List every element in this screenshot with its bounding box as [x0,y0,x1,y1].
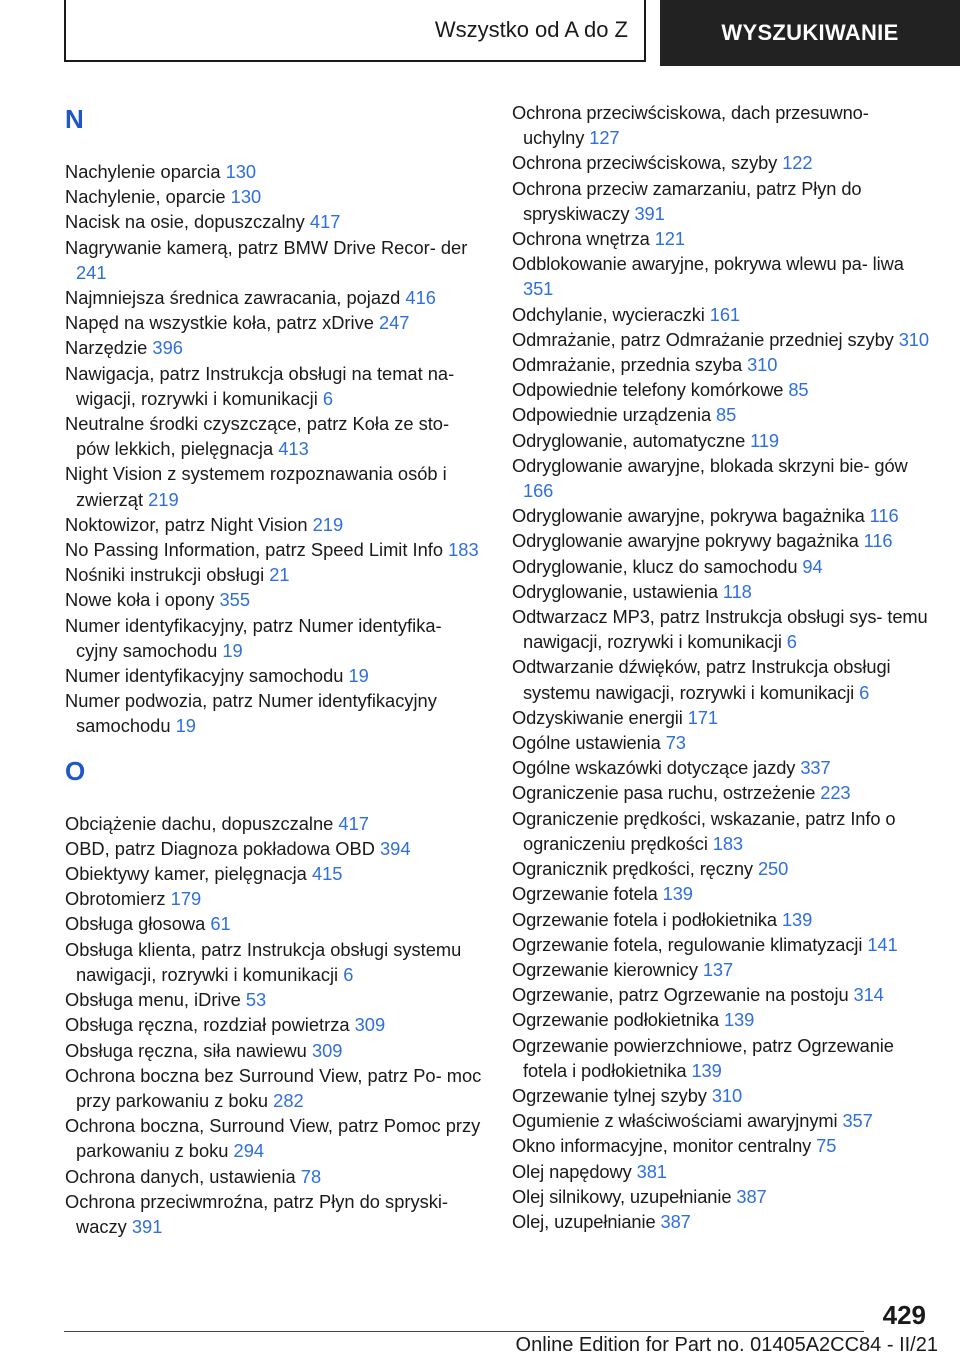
index-entry [512,377,932,402]
index-entry [512,705,932,730]
index-entry [512,907,932,932]
page-reference-link[interactable]: 310 [898,328,929,350]
page-reference-link[interactable]: 94 [802,555,823,577]
page-reference-link[interactable]: 219 [148,488,179,510]
page-reference-link[interactable]: 314 [853,984,884,1006]
page-reference-link[interactable]: 391 [131,1215,163,1237]
tab-search[interactable]: WYSZUKIWANIE [660,0,960,66]
index-entry-term: Nachylenie, oparcie [65,186,226,208]
index-entry-term: Ogólne ustawienia [512,732,661,754]
index-entry [512,604,932,654]
index-entry [65,1063,485,1113]
page-reference-link[interactable]: 310 [747,354,778,376]
index-entry [512,554,932,579]
index-entry-term: Obsługa głosowa [65,913,206,935]
index-entry [512,579,932,604]
index-entry-term: Najmniejsza średnica zawracania, pojazd [65,287,401,309]
index-entry-term: Ograniczenie pasa ruchu, ostrzeżenie [512,782,816,804]
page-reference-link[interactable]: 139 [723,1009,755,1031]
index-entry-term: Olej, uzupełnianie [512,1210,656,1232]
page-reference-link[interactable]: 6 [322,387,334,409]
index-entry-term: Numer podwozia, patrz Numer identyfikacyjny samochodu [65,690,437,737]
page-reference-link[interactable]: 166 [523,480,554,502]
index-entry [512,503,932,528]
index-entry [65,512,485,537]
index-entry [65,562,485,587]
page-reference-link[interactable]: 130 [225,161,257,182]
index-entry [512,251,932,301]
page-reference-link[interactable]: 241 [76,261,107,283]
index-entry [65,1038,485,1063]
index-entry [512,100,932,150]
index-entry [65,361,485,411]
index-entry [65,836,485,861]
index-entry [65,1164,485,1189]
index-entry [512,402,932,427]
page-number: 429 [882,1300,926,1330]
index-entry [65,335,485,360]
page-reference-link[interactable]: 53 [245,989,267,1011]
page-reference-link[interactable]: 127 [589,127,620,149]
index-entry [512,226,932,251]
index-entry [512,730,932,755]
index-entry-term: Ogrzewanie podłokietnika [512,1009,719,1031]
page-reference-link[interactable]: 391 [634,202,665,224]
page-reference-link[interactable]: 61 [210,913,231,935]
index-entry-term: Obsługa ręczna, rozdział powietrza [65,1014,350,1036]
page-reference-link[interactable]: 250 [757,858,789,880]
page-reference-link[interactable]: 121 [654,228,685,250]
index-entry-term: Obiektywy kamer, pielęgnacja [65,863,307,885]
index-entry-term: Ochrona wnętrza [512,228,650,250]
page-reference-link[interactable]: 171 [687,706,718,728]
tab-all-a-to-z[interactable]: Wszystko od A do Z [64,0,646,62]
index-entry-term: Nowe koła i opony [65,589,215,611]
index-entry-term: Odryglowanie, automatyczne [512,429,746,451]
index-entry [65,1012,485,1037]
page-reference-link[interactable]: 137 [702,958,734,980]
index-entry [65,461,485,511]
page-reference-link[interactable]: 85 [716,404,737,426]
page-reference-link[interactable]: 413 [278,438,309,460]
index-entry [512,1033,932,1083]
index-entry [512,176,932,226]
index-entry [65,937,485,987]
page-reference-link[interactable]: 183 [712,832,743,854]
index-entry [65,811,485,836]
index-entry [512,755,932,780]
page-reference-link[interactable]: 85 [788,379,809,401]
index-entry-term: Odzyskiwanie energii [512,706,683,728]
page-reference-link[interactable]: 122 [782,152,813,174]
index-entry-term: Ochrona przeciwściskowa, szyby [512,152,778,174]
index-entry [512,1108,932,1133]
page-reference-link[interactable]: 161 [709,303,740,325]
index-entry [65,537,485,562]
index-entry [512,1209,932,1234]
index-entry-term: Ogrzewanie, patrz Ogrzewanie na postoju [512,984,849,1006]
index-entry [65,688,485,738]
page-reference-link[interactable]: 75 [816,1135,837,1157]
page-reference-link[interactable]: 282 [273,1089,304,1111]
index-entry [65,1189,485,1239]
index-entry [65,310,485,335]
page-reference-link[interactable]: 116 [869,505,899,527]
index-entry-term: Numer identyfikacyjny samochodu [65,665,344,687]
page-reference-link[interactable]: 19 [175,715,196,737]
page-reference-link[interactable]: 396 [152,337,183,359]
index-entry-term: Ochrona przeciwściskowa, dach przesuwno‐ uchylny [512,102,869,149]
index-entry-term: Ograniczenie prędkości, wskazanie, patrz Info o ograniczeniu prędkości [512,807,896,854]
index-entry-term: Nawigacja, patrz Instrukcja obsługi na temat na‐ wigacji, rozrywki i komunikacji [65,362,455,409]
index-entry-term: Obsługa menu, iDrive [65,989,241,1011]
index-entry [512,806,932,856]
page-reference-link[interactable]: 6 [859,681,870,703]
index-entry-term: Ogrzewanie fotela i podłokietnika [512,908,777,930]
index-entry-term: Obsługa klienta, patrz Instrukcja obsługi systemu nawigacji, rozrywki i komunikacji [65,938,462,985]
index-entry [512,957,932,982]
page-reference-link[interactable]: 116 [863,530,893,552]
page-reference-link[interactable]: 337 [800,757,831,779]
index-entry-term: Ogumienie z właściwościami awaryjnymi [512,1110,838,1132]
index-entry [512,1007,932,1032]
page-reference-link[interactable]: 6 [343,963,354,985]
page-reference-link[interactable]: 139 [691,1059,722,1081]
page-reference-link[interactable]: 247 [378,312,410,334]
index-entry [65,411,485,461]
index-entry-term: Odtwarzacz MP3, patrz Instrukcja obsługi sys‐ temu nawigacji, rozrywki i komunikacji [512,606,928,653]
index-entry [512,352,932,377]
index-entry [512,453,932,503]
page-reference-link[interactable]: 73 [665,732,686,754]
index-entry-term: Ochrona boczna, Surround View, patrz Pomoc przy parkowaniu z boku [65,1115,481,1162]
index-entry [65,861,485,886]
index-entry-term: Olej napędowy [512,1160,632,1182]
page-reference-link[interactable]: 309 [354,1014,386,1036]
page-reference-link[interactable]: 387 [660,1210,691,1232]
index-entry-term: Olej silnikowy, uzupełnianie [512,1185,732,1207]
page-reference-link[interactable]: 309 [311,1039,343,1061]
index-entry-term: No Passing Information, patrz Speed Limit Info [65,539,444,561]
index-entry-term: Odryglowanie awaryjne pokrywy bagażnika [512,530,859,552]
index-entry-term: Odmrażanie, patrz Odmrażanie przedniej szyby [512,328,894,350]
index-entry [65,1113,485,1163]
index-entry-term: Odryglowanie, ustawienia [512,580,718,602]
header-bar [64,0,960,66]
page-reference-link[interactable]: 394 [380,837,411,859]
page-reference-link[interactable]: 179 [170,888,202,910]
section-letter: N [65,104,84,134]
index-entry [512,881,932,906]
index-entry-term: Obrotomierz [65,888,166,910]
index-entry [512,856,932,881]
page-reference-link[interactable]: 223 [820,782,851,804]
page-reference-link[interactable]: 183 [448,539,479,561]
index-entry [65,235,485,285]
index-entry-term: Ochrona boczna bez Surround View, patrz Po‐ moc przy parkowaniu z boku [65,1064,482,1111]
page-reference-link[interactable]: 21 [269,564,290,586]
index-entry-term: Odpowiednie urządzenia [512,404,712,426]
index-entry-term: Ochrona danych, ustawienia [65,1165,296,1187]
page-reference-link[interactable]: 355 [219,589,250,611]
index-entry-term: Ogrzewanie fotela [512,883,658,905]
index-entry [512,1133,932,1158]
index-entry [65,285,485,310]
footer-divider [64,1331,864,1332]
page-reference-link[interactable]: 118 [722,580,752,602]
index-entry [512,528,932,553]
index-entry-term: Odryglowanie, klucz do samochodu [512,555,798,577]
index-entry [512,932,932,957]
page-reference-link[interactable]: 381 [636,1160,667,1182]
index-entry-term: Obsługa ręczna, siła nawiewu [65,1039,307,1061]
page-reference-link[interactable]: 141 [867,933,898,955]
index-entry-term: Ogrzewanie tylnej szyby [512,1084,707,1106]
index-entry-term: Odchylanie, wycieraczki [512,303,705,325]
index-entry [512,1184,932,1209]
index-entry-term: Odtwarzanie dźwięków, patrz Instrukcja obsługi systemu nawigacji, rozrywki i komunikacji [512,656,891,703]
index-entry-term: Nagrywanie kamerą, patrz BMW Drive Recor‐ der [65,236,468,258]
index-entry-term: Ogrzewanie fotela, regulowanie klimatyzacji [512,933,863,955]
index-entry-term: Ogranicznik prędkości, ręczny [512,858,753,880]
index-entry [65,587,485,612]
page-reference-link[interactable]: 417 [309,211,341,233]
index-entry-term: Night Vision z systemem rozpoznawania osób i zwierząt [65,463,447,510]
page-reference-link[interactable]: 387 [736,1185,767,1207]
index-entry-term: Ogrzewanie powierzchniowe, patrz Ogrzewanie fotela i podłokietnika [512,1034,894,1081]
section-letter: O [65,755,86,786]
index-entry [65,663,485,688]
page-reference-link[interactable]: 78 [300,1165,322,1187]
index-entry-term: Nacisk na osie, dopuszczalny [65,211,305,233]
index-entry [65,209,485,234]
index-column-right [512,100,932,1234]
page-reference-link[interactable]: 6 [786,631,797,653]
index-entry [512,1159,932,1184]
index-entry-term: Obciążenie dachu, dopuszczalne [65,812,334,834]
index-entry-term: Ochrona przeciw zamarzaniu, patrz Płyn do spryskiwaczy [512,177,862,224]
page-reference-link[interactable]: 130 [230,186,262,208]
index-entry-term: Odblokowanie awaryjne, pokrywa wlewu pa‐ liwa [512,253,904,275]
index-entry-term: Nośniki instrukcji obsługi [65,564,265,586]
page-reference-link[interactable]: 357 [842,1110,873,1132]
page-reference-link[interactable]: 219 [312,513,344,535]
page-reference-link[interactable]: 310 [711,1084,743,1106]
index-entry-term: Narzędzie [65,337,148,359]
index-entry [65,987,485,1012]
page-reference-link[interactable]: 19 [348,665,369,687]
index-entry [65,184,485,209]
index-entry-term: Numer identyfikacyjny, patrz Numer identyfika‐ cyjny samochodu [65,614,442,661]
index-entry [512,302,932,327]
index-entry [512,150,932,175]
index-entry [65,911,485,936]
footer-edition: Online Edition for Part no. 01405A2CC84 - II/21 [515,1334,938,1356]
page-reference-link[interactable]: 19 [222,639,243,661]
index-entry-term: Ochrona przeciwmroźna, patrz Płyn do spryski‐ waczy [65,1190,449,1237]
index-entry-term: Nachylenie oparcia [65,161,221,182]
index-entry [512,780,932,805]
index-entry [65,886,485,911]
index-entry-term: OBD, patrz Diagnoza pokładowa OBD [65,837,375,859]
index-entry-term: Napęd na wszystkie koła, patrz xDrive [65,312,374,334]
index-entry-term: Noktowizor, patrz Night Vision [65,513,308,535]
index-entry-term: Ogrzewanie kierownicy [512,958,698,980]
index-entry [512,1083,932,1108]
index-column-left [65,100,485,1239]
index-entry-term: Odryglowanie awaryjne, pokrywa bagażnika [512,505,865,527]
page-reference-link[interactable]: 351 [523,278,554,300]
index-entry [512,428,932,453]
page-reference-link[interactable]: 417 [338,812,369,834]
index-entry [512,654,932,704]
index-entry-term: Okno informacyjne, monitor centralny [512,1135,812,1157]
page-reference-link[interactable]: 139 [662,883,693,905]
page-reference-link[interactable]: 139 [781,908,813,930]
index-entry-term: Neutralne środki czyszczące, patrz Koła ze sto‐ pów lekkich, pielęgnacja [65,413,450,460]
index-entry-term: Odryglowanie awaryjne, blokada skrzyni bie‐ gów [512,454,908,476]
index-entry-term: Odmrażanie, przednia szyba [512,354,743,376]
index-entry [65,613,485,663]
index-entry [65,159,485,184]
page-reference-link[interactable]: 416 [405,287,436,309]
index-entry [512,327,932,352]
page-reference-link[interactable]: 294 [233,1140,265,1162]
page-reference-link[interactable]: 415 [311,863,343,885]
index-entry-term: Odpowiednie telefony komórkowe [512,379,784,401]
page-reference-link[interactable]: 119 [750,429,779,451]
index-entry-term: Ogólne wskazówki dotyczące jazdy [512,757,796,779]
index-entry [512,982,932,1007]
